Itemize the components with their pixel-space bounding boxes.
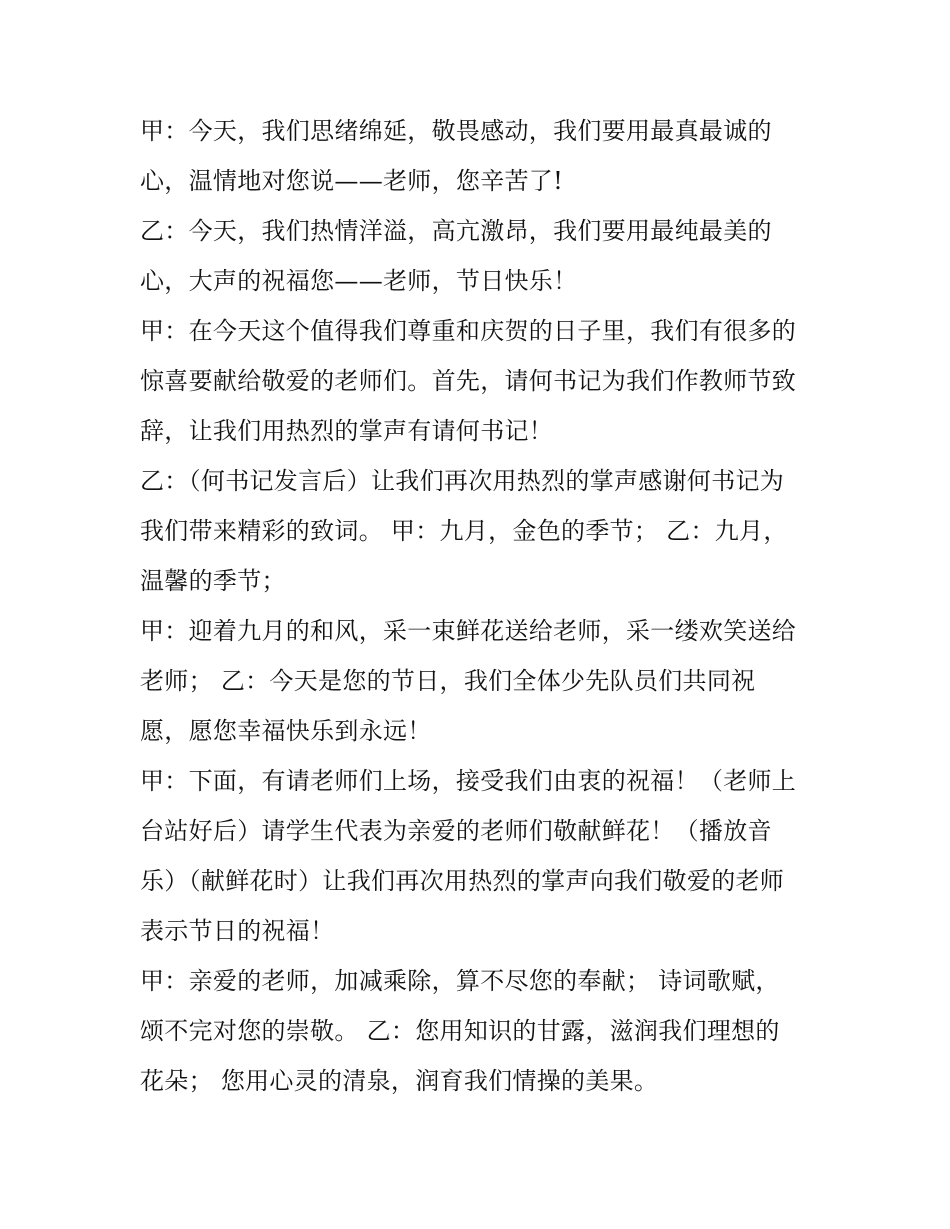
text-line: 辞，让我们用热烈的掌声有请何书记！ [140, 417, 554, 445]
text-line: 老师； 乙：今天是您的节日，我们全体少先队员们共同祝 [140, 667, 756, 695]
text-line: 甲：在今天这个值得我们尊重和庆贺的日子里，我们有很多的 [140, 317, 797, 345]
text-line: 甲：下面，有请老师们上场，接受我们由衷的祝福！（老师上 [140, 767, 797, 795]
text-line: 温馨的季节； [140, 567, 286, 595]
text-line: 甲：迎着九月的和风，采一束鲜花送给老师，采一缕欢笑送给 [140, 617, 797, 645]
text-line: 心，温情地对您说——老师，您辛苦了! [140, 167, 564, 195]
text-line: 表示节日的祝福！ [140, 917, 335, 945]
text-line: 甲：亲爱的老师，加减乘除，算不尽您的奉献； 诗词歌赋， [140, 967, 780, 995]
text-line: 乙：（何书记发言后）让我们再次用热烈的掌声感谢何书记为 [140, 467, 785, 495]
text-line: 乙：今天，我们热情洋溢，高亢激昂，我们要用最纯最美的 [140, 217, 772, 245]
text-line: 花朵； 您用心灵的清泉，润育我们情操的美果。 [140, 1067, 659, 1095]
text-line: 乐）（献鲜花时）让我们再次用热烈的掌声向我们敬爱的老师 [140, 867, 785, 895]
text-line: 惊喜要献给敬爱的老师们。首先，请何书记为我们作教师节致 [140, 367, 797, 395]
text-line: 我们带来精彩的致词。 甲：九月，金色的季节； 乙：九月， [140, 517, 788, 545]
text-line: 颂不完对您的崇敬。 乙：您用知识的甘露，滋润我们理想的 [140, 1017, 780, 1045]
text-line: 心，大声的祝福您——老师，节日快乐！ [140, 267, 578, 295]
text-line: 愿，愿您幸福快乐到永远！ [140, 717, 432, 745]
text-line: 甲：今天，我们思绪绵延，敬畏感动，我们要用最真最诚的 [140, 117, 772, 145]
text-line: 台站好后）请学生代表为亲爱的老师们敬献鲜花！（播放音 [140, 817, 772, 845]
document-body [140, 106, 830, 1106]
